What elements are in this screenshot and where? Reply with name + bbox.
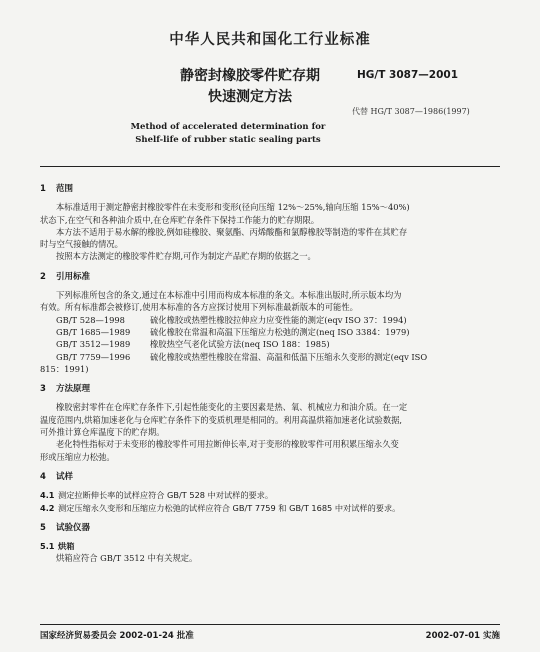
reference-title: 硫化橡胶在常温和高温下压缩应力松弛的测定(neq ISO 3384：1979) — [150, 326, 410, 337]
reference-list — [40, 314, 502, 375]
reference-item — [40, 326, 502, 338]
paragraph: 本标准适用于测定静密封橡胶零件在未变形和变形(径向压缩 12%～25%,轴向压缩 15%～40%) — [56, 202, 410, 213]
document-body — [40, 183, 502, 565]
paragraph: 下列标准所包含的条文,通过在本标准中引用而构成本标准的条文。本标准出版时,所示版本均为 — [56, 290, 402, 301]
clause-title: 烘箱 — [58, 541, 75, 552]
section-number: 1 — [40, 184, 46, 194]
reference-item — [40, 351, 502, 363]
reference-code: GB/T 528—1998 — [56, 314, 125, 325]
reference-item — [40, 338, 502, 350]
paragraph: 橡胶密封零件在仓库贮存条件下,引起性能变化的主要因素是热、氧、机械应力和油介质。在一定 — [56, 402, 408, 413]
paragraph-continued: 有效。所有标准都会被修订,使用本标准的各方应探讨使用下列标准最新版本的可能性。 — [40, 302, 358, 313]
section-title: 试验仪器 — [56, 522, 91, 533]
section-title: 范围 — [56, 184, 74, 194]
approval-note: 国家经济贸易委员会 2002-01-24 批准 — [40, 631, 194, 641]
section-title: 试样 — [56, 471, 74, 482]
paragraph-continued: 状态下,在空气和各种油介质中,在仓库贮存条件下保持工作能力的贮存期限。 — [40, 214, 320, 225]
effective-date: 2002-07-01 实施 — [425, 631, 500, 641]
clause-number: 5.1 — [40, 541, 55, 552]
paragraph: 本方法不适用于易水解的橡胶,例如硅橡胶、聚氨酯、丙烯酸酯和氯醇橡胶等制造的零件在其贮存 — [56, 226, 408, 237]
standard-type-header: 中华人民共和国化工行业标准 — [169, 32, 371, 48]
standard-code: HG/T 3087—2001 — [357, 69, 459, 81]
paragraph-continued: 温度范围内,烘箱加速老化与仓库贮存条件下的变质机理是相同的。利用高温烘箱加速老化试验数据, — [40, 414, 403, 425]
clause-item — [40, 489, 502, 501]
reference-continued: 815：1991) — [40, 363, 89, 374]
paragraph-continued: 时与空气接触的情况。 — [40, 239, 123, 250]
section-number: 5 — [40, 522, 46, 533]
reference-code: GB/T 3512—1989 — [56, 339, 131, 350]
paragraph-continued: 形或压缩应力松弛。 — [40, 451, 115, 462]
section-title: 引用标准 — [56, 271, 91, 282]
english-title-line-2: Shelf-life of rubber static sealing parts — [135, 135, 321, 145]
clause-number: 4.1 — [40, 490, 55, 501]
paragraph-continued: 可外推计算仓库温度下的贮存期。 — [40, 427, 165, 438]
section-heading-apparatus — [40, 522, 502, 534]
clause-number: 4.2 — [40, 502, 55, 513]
english-title-line-1: Method of accelerated determination for — [130, 122, 326, 132]
reference-code: GB/T 1685—1989 — [56, 326, 131, 337]
clause-text: 烘箱应符合 GB/T 3512 中有关规定。 — [56, 553, 198, 564]
reference-title: 硫化橡胶或热塑性橡胶在常温、高温和低温下压缩永久变形的测定(eqv ISO — [150, 351, 428, 362]
english-title — [112, 121, 344, 147]
replaces-note: 代替 HG/T 3087—1986(1997) — [352, 107, 470, 116]
clause-item — [40, 502, 502, 514]
reference-title: 橡胶热空气老化试验方法(neq ISO 188：1985) — [150, 339, 330, 350]
clause-text: 测定压缩永久变形和压缩应力松弛的试样应符合 GB/T 7759 和 GB/T 1685 中对试样的要求。 — [58, 502, 401, 513]
section-heading-principle — [40, 383, 502, 395]
chinese-title — [140, 66, 360, 108]
paragraph: 老化特性指标对于未变形的橡胶零件可用拉断伸长率,对于变形的橡胶零件可用积累压缩永久变 — [56, 439, 399, 450]
reference-title: 硫化橡胶或热塑性橡胶拉伸应力应变性能的测定(eqv ISO 37：1994) — [150, 314, 407, 325]
section-number: 4 — [40, 471, 46, 482]
bottom-divider — [40, 624, 500, 625]
clause-heading — [40, 540, 502, 552]
reference-code: GB/T 7759—1996 — [56, 351, 131, 362]
section-number: 2 — [40, 271, 46, 282]
chinese-title-line-2: 快速测定方法 — [208, 89, 292, 105]
paragraph: 按照本方法测定的橡胶零件贮存期,可作为制定产品贮存期的依据之一。 — [56, 251, 316, 262]
section-number: 3 — [40, 384, 46, 395]
section-heading-test-pieces — [40, 471, 502, 483]
chinese-title-line-1: 静密封橡胶零件贮存期 — [180, 68, 320, 84]
section-title: 方法原理 — [56, 384, 91, 395]
clause-text: 测定拉断伸长率的试样应符合 GB/T 528 中对试样的要求。 — [58, 490, 274, 501]
top-divider — [40, 166, 500, 167]
section-heading-normative-references — [40, 271, 502, 283]
reference-item — [40, 314, 502, 326]
section-heading-scope — [40, 183, 502, 195]
